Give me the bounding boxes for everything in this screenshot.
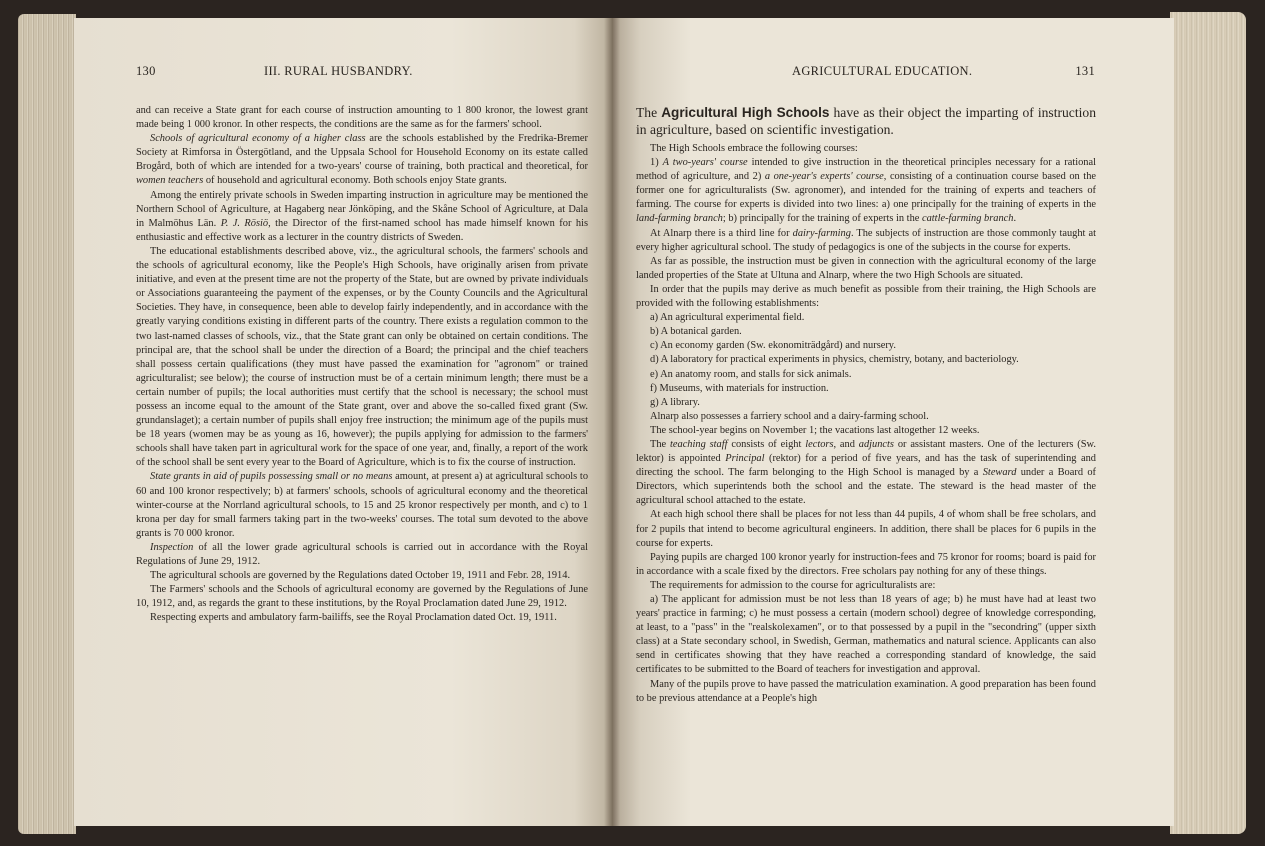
- text-run: Schools of agricultural economy of a higher class: [150, 133, 366, 145]
- text-run: The Farmers' schools and the Schools of agricultural economy are governed by the Regulations of June 10, 1912, and, as regards the grant to these institutions, by the Royal Proclamation dated June 29, 1912.: [136, 584, 588, 610]
- text-run: of all the lower grade agricultural schools is carried out in accordance with the Royal Regulations of June 29, 1912.: [136, 541, 588, 567]
- running-head-left: III. RURAL HUSBANDRY.: [264, 64, 413, 78]
- paragraph: [636, 311, 1096, 325]
- text-run: or assistant masters. One of the lecturers (Sw. lektor) is appointed: [636, 438, 1096, 465]
- text-run: 1): [650, 157, 663, 169]
- text-run: a) An agricultural experimental field.: [650, 312, 805, 324]
- text-run: a) The applicant for admission must be not less than 18 years of age; b) he must have had at least two years' practice in farming; c) he must possess a certain (modern school) degree of knowledge corresponding, at least, to a "pass" in the "realskolexamen", or to that possessed by a pupil in the "secondring" (upper sixth class) at a State secondary school, in Swedish, German, mathematics and natural science. Applicants can also send in certificates showing that they have reached a corresponding standard of knowledge, the said certificates to be submitted to the Board of teachers for investigation and approval.: [636, 594, 1096, 676]
- text-run: b) A botanical garden.: [650, 326, 742, 338]
- right-page: [612, 18, 1174, 826]
- text-run: land-farming branch: [636, 213, 723, 225]
- text-run: of household and agricultural economy. Both schools enjoy State grants.: [203, 175, 507, 187]
- text-run: .: [1013, 213, 1017, 225]
- paragraph: [636, 353, 1096, 367]
- text-run: teaching staff: [670, 438, 728, 450]
- text-run: and can receive a State grant for each course of instruction amounting to 1 800 kronor, the lowest grant made being 1 000 kronor. In other respects, the conditions are the same as for the farmers' school.: [136, 105, 588, 131]
- text-run: A two-years' course: [662, 157, 748, 169]
- text-run: are the schools established by the Fredrika-Bremer Society at Rimforsa in Östergötland, and the Uppsala School for Household Economy on its estate called Brogård, both of which are intended for a two-years' course of training, both practical and theoretical, for: [136, 133, 588, 173]
- paragraph: [636, 579, 1096, 593]
- paragraph: [636, 382, 1096, 396]
- text-run: The school-year begins on November 1; the vacations last altogether 12 weeks.: [650, 424, 980, 436]
- text-run: Principal: [725, 453, 765, 465]
- paragraph: [136, 104, 588, 132]
- left-page-body: [136, 104, 588, 625]
- paragraph: [136, 245, 588, 471]
- paragraph: [136, 189, 588, 245]
- text-run: d) A laboratory for practical experiments in physics, chemistry, botany, and bacteriology.: [650, 354, 1019, 366]
- text-run: adjuncts: [858, 438, 894, 450]
- text-run: cattle-farming branch: [921, 213, 1014, 225]
- text-run: Respecting experts and ambulatory farm-bailiffs, see the Royal Proclamation dated Oct. 19, 1911.: [150, 612, 557, 624]
- text-run: , the Director of the first-named school has made himself known for his enthusiastic and effective work as a lecturer in the country districts of Sweden.: [136, 217, 589, 243]
- paragraph: [636, 424, 1096, 438]
- text-run: dairy-farming: [792, 227, 851, 239]
- text-run: Agricultural High Schools: [661, 105, 830, 120]
- paragraph: [136, 611, 588, 625]
- paragraph: [636, 339, 1096, 353]
- text-run: The High Schools embrace the following courses:: [650, 143, 858, 154]
- book-spine: [604, 18, 620, 826]
- text-run: women teachers: [136, 175, 204, 187]
- paragraph: [636, 551, 1096, 579]
- text-run: , and: [833, 438, 859, 450]
- text-run: Alnarp also possesses a farriery school and a dairy-farming school.: [650, 410, 929, 422]
- paragraph: [636, 255, 1096, 283]
- text-run: lectors: [805, 438, 834, 450]
- paragraph: [136, 583, 588, 611]
- paragraph: [636, 283, 1096, 311]
- paragraph: [136, 541, 588, 569]
- paragraph: [636, 325, 1096, 339]
- paragraph: [636, 227, 1096, 255]
- paragraph: [636, 438, 1096, 508]
- running-head-right: AGRICULTURAL EDUCATION.: [792, 64, 973, 78]
- text-run: , consisting of a continuation course based on the former one for agriculturalists (Sw. agronomer), and intended for the training of experts and teachers of farming. The course for experts is divided into two lines: a) one principally for the training of experts in the: [636, 171, 1096, 211]
- text-run: Among the entirely private schools in Sweden imparting instruction in agriculture may be mentioned the Northern School of Agriculture, at Hagaberg near Jönköping, and the Skåne School of Agriculture, at Dala in Malmöhus Län.: [136, 189, 588, 229]
- text-run: consists of eight: [727, 438, 806, 450]
- text-run: f) Museums, with materials for instruction.: [650, 382, 829, 394]
- page-number-right: 131: [1075, 64, 1095, 78]
- book-edge-left: [18, 14, 76, 834]
- text-run: under a Board of Directors, which superintends both the school and the estate. The steward is the head master of the agricultural school attached to the estate.: [636, 467, 1096, 507]
- text-run: P. J. Rösiö: [220, 217, 269, 229]
- text-run: In order that the pupils may derive as much benefit as possible from their training, the High Schools are provided with the following establishments:: [636, 283, 1096, 310]
- text-run: (rektor) for a period of five years, and has the task of superintending and directing the school. The farm belonging to the High School is managed by a: [636, 453, 1096, 479]
- paragraph: [636, 368, 1096, 382]
- text-run: As far as possible, the instruction must be given in connection with the agricultural economy of the large landed properties of the State at Ultuna and Alnarp, where the two High Schools are situated.: [636, 255, 1096, 281]
- text-run: Inspection: [150, 541, 194, 553]
- text-run: The educational establishments described above, viz., the agricultural schools, the farmers' schools and the schools of agricultural economy, like the People's High Schools, have originally arisen from private initiative, and even at the present time are not the property of the State, but are owned by private individuals or Associations guaranteeing the payment of the expenses, or by the County Councils and the Agricultural Societies. They have, in consequence, been able to develop fairly independently, and in accordance with the greatly varying conditions existing in different parts of the country. There exists a regulation common to the two last-named classes of schools, viz., that the State grant can only be obtained on certain conditions. The principal are, that the school shall be under the direction of a Board; the principal and the chief teachers shall possess certain qualifications (they must have passed the examination for "agronom" or trained agriculturalist; see below); the course of instruction must be of a certain minimum length; there must be a certain number of pupils; the local authorities must certify that the school is necessary; the school must possess an income equal to the amount of the State grant, over and above the so-called fixed grant (Sw. grundanslaget); a certain number of pupils shall enjoy free instruction; the minimum age of the pupils must be 18 years (women may be as young as 16, however); the pupils applying for admission to the farmers' schools shall have taken part in agricultural work for the space of one year, and, finally, a report of the work of the school shall be sent every year to the Board of Agriculture, which is to fix the course of instruction.: [136, 245, 588, 469]
- page-number-left: 130: [136, 64, 156, 78]
- text-run: g) A library.: [650, 396, 700, 408]
- text-run: intended to give instruction in the theoretical principles necessary for a rational method of agriculture, and 2): [636, 157, 1096, 183]
- text-run: a one-year's experts' course: [764, 171, 884, 183]
- text-run: The: [636, 105, 662, 120]
- text-run: Steward: [982, 467, 1017, 479]
- text-run: ; b) principally for the training of experts in the: [722, 213, 922, 225]
- text-run: The: [650, 438, 670, 450]
- paragraph: [636, 410, 1096, 424]
- paragraph: [636, 678, 1096, 706]
- text-run: The agricultural schools are governed by the Regulations dated October 19, 1911 and Febr. 28, 1914.: [150, 570, 571, 582]
- text-run: Paying pupils are charged 100 kronor yearly for instruction-fees and 75 kronor for rooms; board is paid for in accordance with a scale fixed by the directors. Free scholars pay nothing for any of these things.: [636, 551, 1096, 577]
- paragraph: [136, 132, 588, 188]
- book-edge-right: [1170, 12, 1246, 834]
- paragraph: [636, 156, 1096, 226]
- paragraph: [136, 470, 588, 540]
- text-run: State grants in aid of pupils possessing small or no means: [150, 471, 393, 483]
- paragraph: [636, 142, 1096, 156]
- right-page-body: [636, 104, 1096, 706]
- text-run: have as their object the imparting of instruction in agriculture, based on scientific investigation.: [636, 105, 1096, 137]
- left-page: [74, 18, 612, 826]
- paragraph: [136, 569, 588, 583]
- paragraph: [636, 396, 1096, 410]
- text-run: Many of the pupils prove to have passed the matriculation examination. A good preparation has been found to be previous attendance at a People's high: [636, 678, 1096, 704]
- paragraph: [636, 508, 1096, 550]
- lead-paragraph: [636, 104, 1096, 138]
- paragraph: [636, 593, 1096, 678]
- text-run: c) An economy garden (Sw. ekonomiträdgård) and nursery.: [650, 340, 896, 352]
- text-run: At each high school there shall be places for not less than 44 pupils, 4 of whom shall be free scholars, and for 2 pupils that intend to become agricultural engineers. In addition, there shall be places for 6 pupils in the course for experts.: [636, 509, 1096, 549]
- text-run: e) An anatomy room, and stalls for sick animals.: [650, 368, 852, 380]
- text-run: amount, at present a) at agricultural schools to 60 and 100 kronor respectively; b) at farmers' schools, schools of agricultural economy and the theoretical winter-course at the Norrland agricultural schools, to 15 and 25 kronor respectively per month, and c) to 1 krona per day for small farmers taking part in the two-weeks' courses. The total sum devoted to the above grants is 70 000 kronor.: [136, 471, 589, 539]
- text-run: The requirements for admission to the course for agriculturalists are:: [650, 579, 936, 591]
- text-run: . The subjects of instruction are those commonly taught at every higher agricultural school. The study of pedagogics is one of the subjects in the course for experts.: [636, 227, 1096, 253]
- text-run: At Alnarp there is a third line for: [650, 227, 793, 239]
